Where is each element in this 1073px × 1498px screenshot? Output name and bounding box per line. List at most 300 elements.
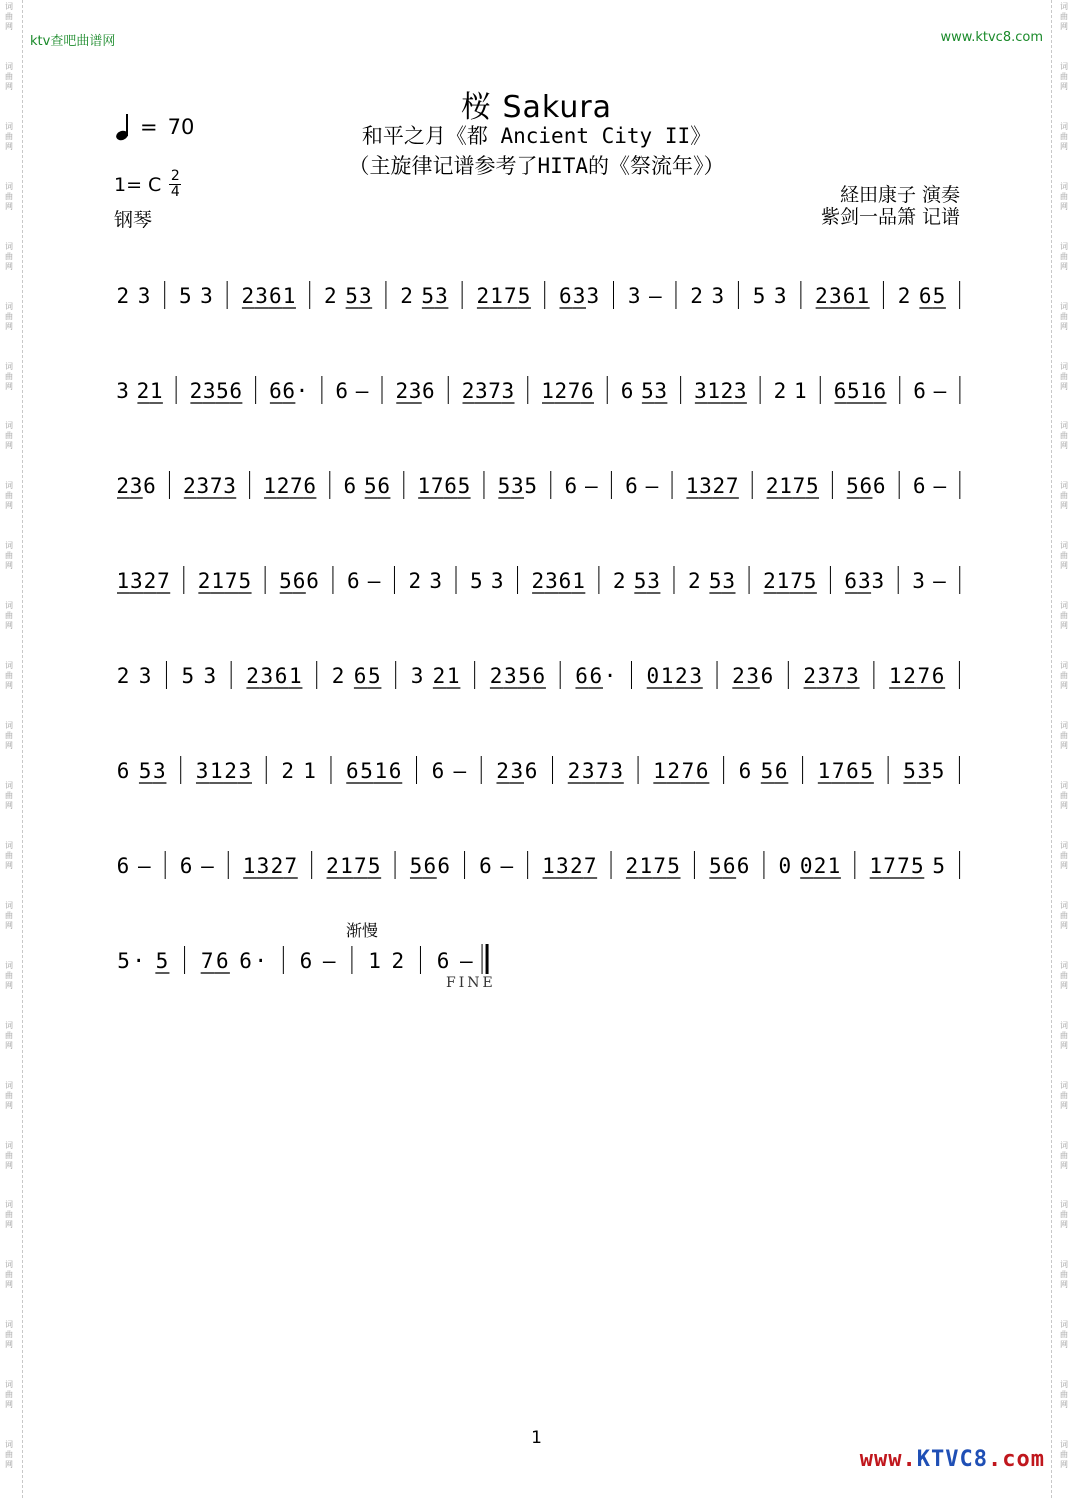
watermark-char: 网 bbox=[1060, 141, 1068, 151]
score-note: 7 bbox=[200, 949, 214, 973]
score-row-svg bbox=[108, 930, 968, 990]
score-note: 3 bbox=[137, 284, 151, 308]
credits bbox=[821, 184, 960, 228]
score-note: 2 bbox=[567, 759, 581, 783]
watermark-char: 词 bbox=[5, 1140, 13, 1150]
watermark-char: 词 bbox=[1060, 840, 1068, 850]
score-note: 6 bbox=[179, 854, 193, 878]
score-note: 1 bbox=[794, 379, 807, 403]
watermark-group bbox=[5, 659, 13, 719]
score-note: 7 bbox=[725, 474, 739, 498]
song-subtitle: 和平之月《都 Ancient City II》 bbox=[361, 124, 712, 148]
watermark-group bbox=[5, 360, 13, 420]
score-note: 6 bbox=[479, 854, 492, 878]
score-note: 6 bbox=[436, 949, 450, 973]
watermark-group bbox=[5, 1079, 13, 1139]
watermark-char: 网 bbox=[5, 800, 13, 810]
watermark-char: 词 bbox=[5, 1020, 13, 1030]
watermark-char: 网 bbox=[5, 381, 13, 391]
score-note: 7 bbox=[596, 759, 609, 783]
score-note: 5 bbox=[708, 854, 722, 878]
watermark-char: 词 bbox=[5, 241, 13, 251]
watermark-char: 网 bbox=[5, 1040, 13, 1050]
watermark-char: 网 bbox=[1060, 261, 1068, 271]
score-note: 6 bbox=[343, 474, 357, 498]
watermark-char: 网 bbox=[5, 1280, 13, 1290]
score-note: 1 bbox=[572, 569, 585, 593]
watermark-char: 曲 bbox=[1060, 431, 1068, 441]
watermark-group bbox=[1060, 300, 1068, 360]
score-note: 1 bbox=[827, 854, 841, 878]
watermark-char: 网 bbox=[1060, 1160, 1068, 1170]
watermark-char: 曲 bbox=[5, 251, 13, 261]
score-note: 1 bbox=[263, 474, 276, 498]
watermark-char: 词 bbox=[1060, 1200, 1068, 1210]
watermark-char: 网 bbox=[5, 501, 13, 511]
watermark-char: 词 bbox=[5, 1320, 13, 1330]
score-note: 3 bbox=[586, 284, 600, 308]
score-note: 3 bbox=[410, 664, 424, 688]
score-row-svg bbox=[108, 645, 968, 705]
score-note: 6 bbox=[239, 949, 252, 973]
score-note: – bbox=[585, 474, 598, 498]
watermark-group bbox=[1060, 1198, 1068, 1258]
site-url-right: www.ktvc8.com bbox=[940, 30, 1043, 45]
watermark-char: 词 bbox=[1060, 780, 1068, 790]
score-note: 3 bbox=[255, 284, 268, 308]
score-note: 2 bbox=[765, 474, 779, 498]
watermark-char: 网 bbox=[1060, 1040, 1068, 1050]
watermark-char: 网 bbox=[1060, 501, 1068, 511]
watermark-group bbox=[5, 479, 13, 539]
score-note: 6 bbox=[559, 284, 572, 308]
watermark-group bbox=[1060, 1019, 1068, 1079]
site-label-left: ktv查吧曲谱网 bbox=[30, 34, 116, 49]
watermark-char: 词 bbox=[1060, 960, 1068, 970]
score-note: 2 bbox=[241, 284, 255, 308]
watermark-char: 曲 bbox=[5, 1330, 13, 1340]
watermark-char: 曲 bbox=[5, 611, 13, 621]
score-note: 5 bbox=[216, 379, 229, 403]
score-row-svg bbox=[108, 740, 968, 800]
score-note: 2 bbox=[276, 474, 290, 498]
score-note: 3 bbox=[746, 664, 760, 688]
score-note: 2 bbox=[489, 664, 503, 688]
score-note: 6 bbox=[116, 759, 130, 783]
score-note: 2 bbox=[143, 569, 157, 593]
watermark-char: 词 bbox=[5, 840, 13, 850]
watermark-char: 曲 bbox=[5, 71, 13, 81]
score-row-svg bbox=[108, 360, 968, 420]
instrument-label: 钢琴 bbox=[114, 209, 153, 231]
score-note: 1 bbox=[817, 759, 831, 783]
score-note: 5 bbox=[457, 474, 471, 498]
score-note: 3 bbox=[490, 569, 504, 593]
score-note: 3 bbox=[846, 664, 859, 688]
score-note: 2 bbox=[675, 664, 688, 688]
watermark-char: 曲 bbox=[5, 1090, 13, 1100]
watermark-char: 网 bbox=[5, 621, 13, 631]
score-row-svg bbox=[108, 265, 968, 325]
watermark-group bbox=[1060, 599, 1068, 659]
watermark-group bbox=[5, 0, 13, 60]
watermark-char: 网 bbox=[5, 681, 13, 691]
watermark-char: 词 bbox=[1060, 61, 1068, 71]
score-note: 5 bbox=[367, 664, 381, 688]
watermark-group bbox=[1060, 360, 1068, 420]
transcriber-credit: 紫剑一品箫 记谱 bbox=[820, 206, 960, 228]
watermark-char: 词 bbox=[1060, 661, 1068, 671]
watermark-char: 词 bbox=[1060, 361, 1068, 371]
score-note: 6 bbox=[913, 379, 926, 403]
score-note: 6 bbox=[524, 759, 538, 783]
song-title: 桜 Sakura bbox=[460, 90, 613, 125]
watermark-char: 词 bbox=[5, 1260, 13, 1270]
score-note: 5 bbox=[155, 949, 169, 973]
score-row bbox=[108, 455, 968, 515]
score-note: 3 bbox=[510, 759, 524, 783]
watermark-char: 曲 bbox=[5, 12, 13, 21]
score-note: 7 bbox=[224, 569, 238, 593]
watermark-char: 词 bbox=[5, 121, 13, 131]
watermark-group bbox=[1060, 479, 1068, 539]
score-note: 1 bbox=[685, 474, 699, 498]
score-note: 1 bbox=[869, 854, 882, 878]
watermark-char: 词 bbox=[1060, 1440, 1068, 1450]
score-note: 2 bbox=[391, 949, 405, 973]
watermark-char: 曲 bbox=[5, 731, 13, 741]
watermark-char: 网 bbox=[5, 201, 13, 211]
score-note: 6 bbox=[532, 664, 546, 688]
watermark-group bbox=[1060, 779, 1068, 839]
score-note: 2 bbox=[116, 474, 130, 498]
score-note: 1 bbox=[541, 379, 554, 403]
score-note: 6 bbox=[346, 569, 360, 593]
watermark-char: 词 bbox=[1060, 900, 1068, 910]
watermark-char: 曲 bbox=[5, 1390, 13, 1400]
score-note: 6 bbox=[833, 379, 847, 403]
right-watermark-strip bbox=[1057, 0, 1071, 1498]
watermark-char: 网 bbox=[1060, 381, 1068, 391]
watermark-group bbox=[1060, 419, 1068, 479]
watermark-char: 曲 bbox=[5, 551, 13, 561]
score-note: 6 bbox=[625, 474, 638, 498]
watermark-char: 词 bbox=[1060, 541, 1068, 551]
score-note: 3 bbox=[511, 474, 524, 498]
score-note: 1 bbox=[660, 664, 674, 688]
watermark-char: 词 bbox=[5, 960, 13, 970]
score-note: 2 bbox=[270, 854, 284, 878]
score-note: · bbox=[254, 949, 268, 973]
score-note: 3 bbox=[260, 664, 274, 688]
watermark-char: 网 bbox=[1060, 741, 1068, 751]
score-note: 6 bbox=[437, 854, 451, 878]
watermark-char: 曲 bbox=[5, 1210, 13, 1220]
key-label: 1= C bbox=[114, 173, 162, 196]
watermark-group bbox=[5, 959, 13, 1019]
score-note: 7 bbox=[792, 474, 806, 498]
watermark-char: 网 bbox=[1060, 1220, 1068, 1230]
watermark-char: 曲 bbox=[1060, 970, 1068, 980]
watermark-char: 词 bbox=[5, 1200, 13, 1210]
score-note: 5 bbox=[367, 854, 381, 878]
score-note: 3 bbox=[722, 569, 736, 593]
watermark-char: 网 bbox=[5, 860, 13, 870]
score-note: – bbox=[933, 474, 947, 498]
score-note: 6 bbox=[299, 949, 313, 973]
score-note: 6 bbox=[353, 664, 367, 688]
score-note: 5 bbox=[517, 284, 531, 308]
score-row bbox=[108, 740, 968, 800]
watermark-char: 词 bbox=[5, 1380, 13, 1390]
watermark-char: 曲 bbox=[1060, 1210, 1068, 1220]
watermark-char: 曲 bbox=[5, 910, 13, 920]
score-note: 7 bbox=[488, 379, 501, 403]
score-note: 3 bbox=[238, 759, 252, 783]
score-note: 1 bbox=[860, 379, 873, 403]
watermark-char: 曲 bbox=[1060, 491, 1068, 501]
time-sig-top: 2 bbox=[170, 168, 180, 184]
watermark-char: 网 bbox=[5, 321, 13, 331]
watermark-char: 网 bbox=[1060, 860, 1068, 870]
score-row bbox=[108, 645, 968, 705]
score-note: – bbox=[460, 949, 473, 973]
watermark-char: 曲 bbox=[1060, 71, 1068, 81]
watermark-char: 曲 bbox=[1060, 910, 1068, 920]
score-row bbox=[108, 360, 968, 420]
watermark-char: 词 bbox=[1060, 241, 1068, 251]
score-note: 7 bbox=[583, 854, 597, 878]
score-note: 3 bbox=[138, 664, 152, 688]
score-note: 6 bbox=[564, 474, 578, 498]
watermark-char: 曲 bbox=[5, 790, 13, 800]
score-note: 2 bbox=[331, 664, 345, 688]
score-note: 1 bbox=[446, 664, 460, 688]
watermark-char: 网 bbox=[1060, 1340, 1068, 1350]
score-note: 5 bbox=[752, 284, 766, 308]
watermark-char: 曲 bbox=[1060, 12, 1068, 21]
score-note: – bbox=[355, 379, 369, 403]
watermark-char: 词 bbox=[5, 541, 13, 551]
watermark-char: 词 bbox=[5, 481, 13, 491]
score-note: 6 bbox=[738, 759, 752, 783]
watermark-char: 网 bbox=[1060, 621, 1068, 631]
watermark-char: 词 bbox=[1060, 1020, 1068, 1030]
score-note: 3 bbox=[699, 474, 712, 498]
watermark-group bbox=[1060, 1139, 1068, 1199]
footer-logo bbox=[860, 1447, 1045, 1472]
score-note: 2 bbox=[531, 569, 545, 593]
performer-credit: 経田康子 演奏 bbox=[839, 184, 960, 206]
score-note: 5 bbox=[345, 284, 358, 308]
score-note: 5 bbox=[803, 569, 817, 593]
left-margin-line bbox=[22, 0, 23, 1498]
score-note: 6 bbox=[774, 759, 788, 783]
score-note: 7 bbox=[290, 474, 303, 498]
watermark-char: 曲 bbox=[5, 191, 13, 201]
watermark-char: 曲 bbox=[1060, 1150, 1068, 1160]
score-note: 5 bbox=[497, 474, 511, 498]
score-note: 5 bbox=[364, 474, 377, 498]
score-note: 3 bbox=[256, 854, 270, 878]
watermark-char: 词 bbox=[5, 780, 13, 790]
watermark-group bbox=[5, 719, 13, 779]
watermark-char: 曲 bbox=[1060, 1270, 1068, 1280]
score-note: – bbox=[201, 854, 214, 878]
watermark-char: 词 bbox=[5, 601, 13, 611]
score-note: 2 bbox=[712, 474, 726, 498]
score-note: 5 bbox=[932, 854, 946, 878]
score-note: 1 bbox=[340, 854, 353, 878]
score-note: 3 bbox=[130, 569, 143, 593]
score-note: 6 bbox=[842, 284, 856, 308]
ritardando-mark: 渐慢 bbox=[346, 921, 379, 940]
watermark-char: 网 bbox=[1060, 1280, 1068, 1290]
score-note: 2 bbox=[281, 759, 294, 783]
score-note: 2 bbox=[476, 284, 490, 308]
watermark-char: 网 bbox=[5, 261, 13, 271]
watermark-char: 曲 bbox=[5, 850, 13, 860]
score-note: 5 bbox=[708, 569, 722, 593]
score-note: 6 bbox=[269, 379, 282, 403]
watermark-char: 词 bbox=[1060, 1380, 1068, 1390]
score-note: 1 bbox=[211, 569, 225, 593]
score-note: 5 bbox=[421, 284, 435, 308]
watermark-group bbox=[5, 779, 13, 839]
score-note: 6 bbox=[581, 379, 594, 403]
score-note: 5 bbox=[903, 759, 916, 783]
page-number: 1 bbox=[531, 1428, 542, 1448]
score-note: – bbox=[500, 854, 514, 878]
score-note: 3 bbox=[435, 284, 448, 308]
score-note: – bbox=[367, 569, 381, 593]
score-note: 7 bbox=[681, 759, 695, 783]
score-note: 7 bbox=[831, 664, 845, 688]
watermark-char: 词 bbox=[5, 1080, 13, 1090]
score-note: 7 bbox=[883, 854, 896, 878]
score-note: 1 bbox=[149, 379, 163, 403]
watermark-group bbox=[5, 1198, 13, 1258]
score-note: 6 bbox=[918, 284, 932, 308]
watermark-group bbox=[5, 839, 13, 899]
watermark-group bbox=[1060, 1079, 1068, 1139]
watermark-char: 曲 bbox=[5, 1450, 13, 1460]
score-note: 6 bbox=[431, 759, 445, 783]
watermark-char: 网 bbox=[1060, 980, 1068, 990]
score-note: – bbox=[138, 854, 151, 878]
score-note: 2 bbox=[224, 759, 237, 783]
score-note: 3 bbox=[912, 569, 925, 593]
score-note: 3 bbox=[773, 284, 787, 308]
score-note: 5 bbox=[641, 379, 654, 403]
score-note: 5 bbox=[911, 854, 924, 878]
watermark-char: 曲 bbox=[1060, 251, 1068, 261]
watermark-char: 曲 bbox=[1060, 1450, 1068, 1460]
watermark-char: 网 bbox=[5, 81, 13, 91]
score-note: 1 bbox=[288, 664, 302, 688]
score-note: 1 bbox=[116, 569, 130, 593]
score-note: 1 bbox=[653, 759, 666, 783]
score-note: 7 bbox=[790, 569, 803, 593]
score-note: 5 bbox=[360, 759, 373, 783]
score-note: 3 bbox=[572, 284, 586, 308]
score-note: 2 bbox=[612, 569, 626, 593]
watermark-char: 网 bbox=[5, 741, 13, 751]
watermark-group bbox=[1060, 1318, 1068, 1378]
score-note: 3 bbox=[408, 379, 422, 403]
watermark-group bbox=[5, 899, 13, 959]
score-note: 3 bbox=[917, 759, 931, 783]
score-note: 3 bbox=[545, 569, 558, 593]
watermark-char: 曲 bbox=[5, 311, 13, 321]
score-note: 2 bbox=[496, 759, 509, 783]
score-note: 5 bbox=[760, 759, 774, 783]
score-note: 2 bbox=[897, 284, 911, 308]
watermark-char: 词 bbox=[5, 301, 13, 311]
score-note: 5 bbox=[181, 664, 195, 688]
score-note: 3 bbox=[647, 569, 660, 593]
score-note: 1 bbox=[210, 759, 223, 783]
score-note: 3 bbox=[129, 474, 143, 498]
watermark-char: 词 bbox=[1060, 1080, 1068, 1090]
watermark-char: 网 bbox=[5, 1100, 13, 1110]
score-note: 2 bbox=[116, 664, 130, 688]
score-note: 5 bbox=[238, 569, 252, 593]
watermark-char: 曲 bbox=[1060, 611, 1068, 621]
watermark-group bbox=[5, 599, 13, 659]
score-note: 5 bbox=[179, 284, 192, 308]
score-note: 6 bbox=[268, 284, 282, 308]
watermark-char: 网 bbox=[1060, 321, 1068, 331]
score-note: 3 bbox=[223, 474, 236, 498]
watermark-group bbox=[1060, 180, 1068, 240]
score-note: 2 bbox=[246, 664, 259, 688]
score-note: · bbox=[132, 949, 145, 973]
watermark-char: 词 bbox=[1060, 181, 1068, 191]
score-note: 7 bbox=[653, 854, 667, 878]
watermark-group bbox=[1060, 1258, 1068, 1318]
score-note: 2 bbox=[625, 854, 639, 878]
score-note: 6 bbox=[736, 854, 750, 878]
score-note: 6 bbox=[388, 759, 402, 783]
score-note: 2 bbox=[324, 284, 337, 308]
score-note: 7 bbox=[430, 474, 444, 498]
score-note: 6 bbox=[575, 664, 588, 688]
score-note: 1 bbox=[282, 284, 296, 308]
right-margin-line bbox=[1051, 0, 1052, 1498]
score-note: 7 bbox=[897, 854, 910, 878]
score-note: 1 bbox=[856, 284, 870, 308]
watermark-char: 网 bbox=[1060, 561, 1068, 571]
score-row bbox=[108, 835, 968, 895]
score-note: 2 bbox=[732, 664, 745, 688]
watermark-char: 网 bbox=[5, 441, 13, 451]
score-note: 7 bbox=[831, 759, 845, 783]
score-note: 5 bbox=[931, 759, 945, 783]
score-note: 3 bbox=[627, 284, 641, 308]
score-note: 0 bbox=[799, 854, 813, 878]
score-note: 5 bbox=[279, 569, 292, 593]
score-note: · bbox=[295, 379, 309, 403]
score-note: 6 bbox=[912, 474, 926, 498]
watermark-group bbox=[5, 1019, 13, 1079]
score-note: 6 bbox=[846, 759, 859, 783]
score-note: 5 bbox=[524, 474, 538, 498]
score-note: 6 bbox=[306, 569, 319, 593]
score-note: 5 bbox=[847, 379, 860, 403]
score-note: 1 bbox=[303, 759, 316, 783]
score-note: 2 bbox=[326, 854, 339, 878]
